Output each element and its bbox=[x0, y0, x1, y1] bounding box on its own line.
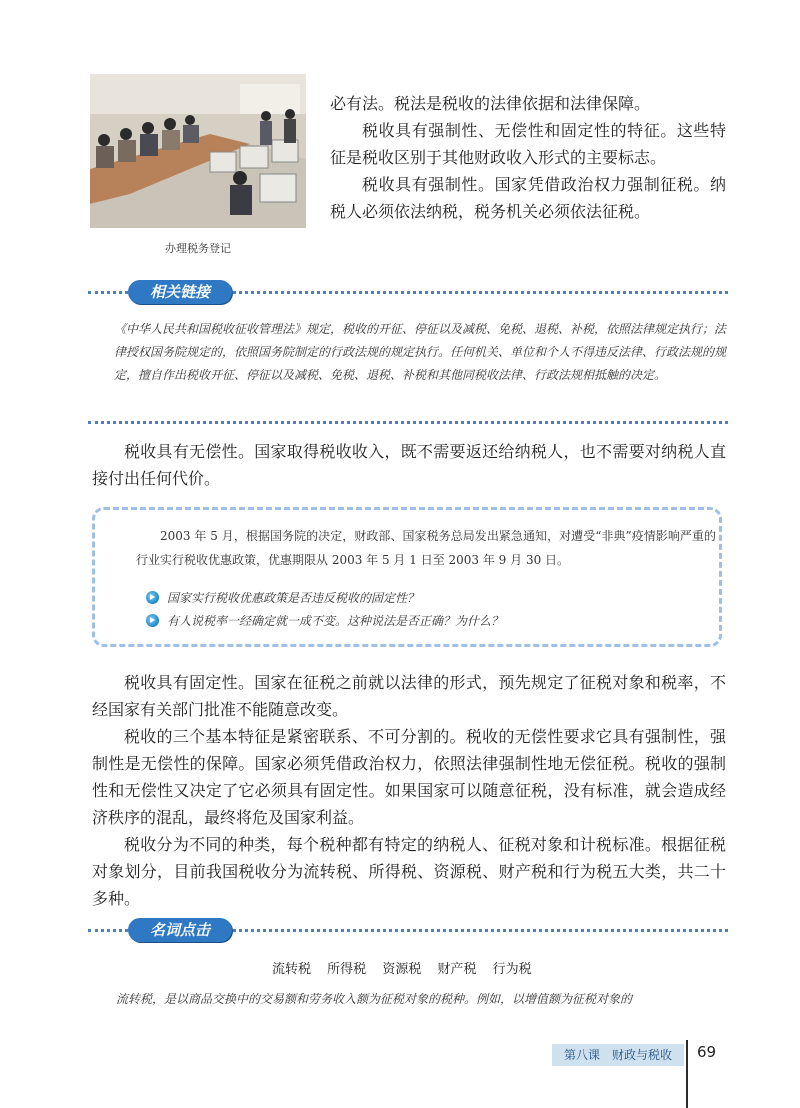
page-number: 69 bbox=[697, 1043, 717, 1061]
intro-paragraph-2: 税收具有强制性、无偿性和固定性的特征。这些特征是税收区别于其他财政收入形式的主要标志。 bbox=[330, 121, 726, 167]
office-scene-image bbox=[90, 74, 306, 228]
terms-list bbox=[272, 958, 544, 977]
terms-ribbon bbox=[88, 918, 728, 942]
related-link-ribbon bbox=[88, 280, 728, 304]
case-study-text: 2003 年 5 月，根据国务院的决定，财政部、国家税务总局发出紧急通知，对遭受“非典”疫情影响严重的行业实行税收优惠政策，优惠期限从 2003 年 5 月 1 日至 2003 年 9 月 30 日。 bbox=[136, 529, 716, 567]
intro-paragraph-3: 税收具有强制性。国家凭借政治权力强制征税。纳税人必须依法纳税，税务机关必须依法征税。 bbox=[330, 175, 726, 221]
related-link-bottom-divider bbox=[88, 421, 728, 424]
term-resource-tax: 资源税 bbox=[382, 962, 422, 977]
related-link-text: 《中华人民共和国税收征收管理法》规定，税收的开征、停征以及减税、免税、退税、补税，依照法律规定执行；法律授权国务院规定的，依照国务院制定的行政法规的规定执行。任何机关、单位和个人不得违反法律、行政法规的规定，擅自作出税收开征、停征以及减税、免税、退税、补税和其他同税收法律、行政法规相抵触的决定。 bbox=[114, 322, 727, 382]
question-2 bbox=[146, 611, 503, 631]
three-features-paragraph: 税收的三个基本特征是紧密联系、不可分割的。税收的无偿性要求它具有强制性，强制性是无偿性的保障。国家必须凭借政治权力，依照法律强制性地无偿征税。税收的强制性和无偿性又决定了它必须具有固定性。如果国家可以随意征税，没有标准，就会造成经济秩序的混乱，最终将危及国家利益。 bbox=[92, 727, 726, 827]
term-income-tax: 所得税 bbox=[327, 962, 367, 977]
free-of-charge-paragraph: 税收具有无偿性。国家取得税收收入，既不需要返还给纳税人，也不需要对纳税人直接付出任何代价。 bbox=[92, 442, 726, 488]
tax-categories-paragraph: 税收分为不同的种类，每个税种都有特定的纳税人、征税对象和计税标准。根据征税对象划分，目前我国税收分为流转税、所得税、资源税、财产税和行为税五大类，共二十多种。 bbox=[92, 835, 726, 908]
intro-paragraph-1: 必有法。税法是税收的法律依据和法律保障。 bbox=[330, 94, 651, 113]
terms-label: 名词点击 bbox=[128, 918, 232, 942]
question-1 bbox=[146, 588, 419, 608]
term-property-tax: 财产税 bbox=[437, 962, 477, 977]
question-2-text: 有人说税率一经确定就一成不变。这种说法是否正确？为什么？ bbox=[167, 614, 504, 628]
photo-caption: 办理税务登记 bbox=[165, 242, 231, 255]
term-definition-text: 流转税，是以商品交换中的交易额和劳务收入额为征税对象的税种。例如，以增值额为征税对象的 bbox=[116, 992, 633, 1006]
play-bullet-icon bbox=[146, 614, 159, 627]
lesson-footer-label: 第八课 财政与税收 bbox=[552, 1044, 684, 1066]
fixed-nature-paragraph: 税收具有固定性。国家在征税之前就以法律的形式，预先规定了征税对象和税率，不经国家有关部门批准不能随意改变。 bbox=[92, 673, 726, 719]
term-behavior-tax: 行为税 bbox=[492, 962, 532, 977]
tax-registration-photo bbox=[90, 74, 306, 228]
related-link-label: 相关链接 bbox=[128, 280, 232, 304]
footer-vertical-rule bbox=[686, 1040, 688, 1108]
play-bullet-icon bbox=[146, 591, 159, 604]
question-1-text: 国家实行税收优惠政策是否违反税收的固定性？ bbox=[167, 591, 420, 605]
term-turnover-tax: 流转税 bbox=[272, 962, 312, 977]
